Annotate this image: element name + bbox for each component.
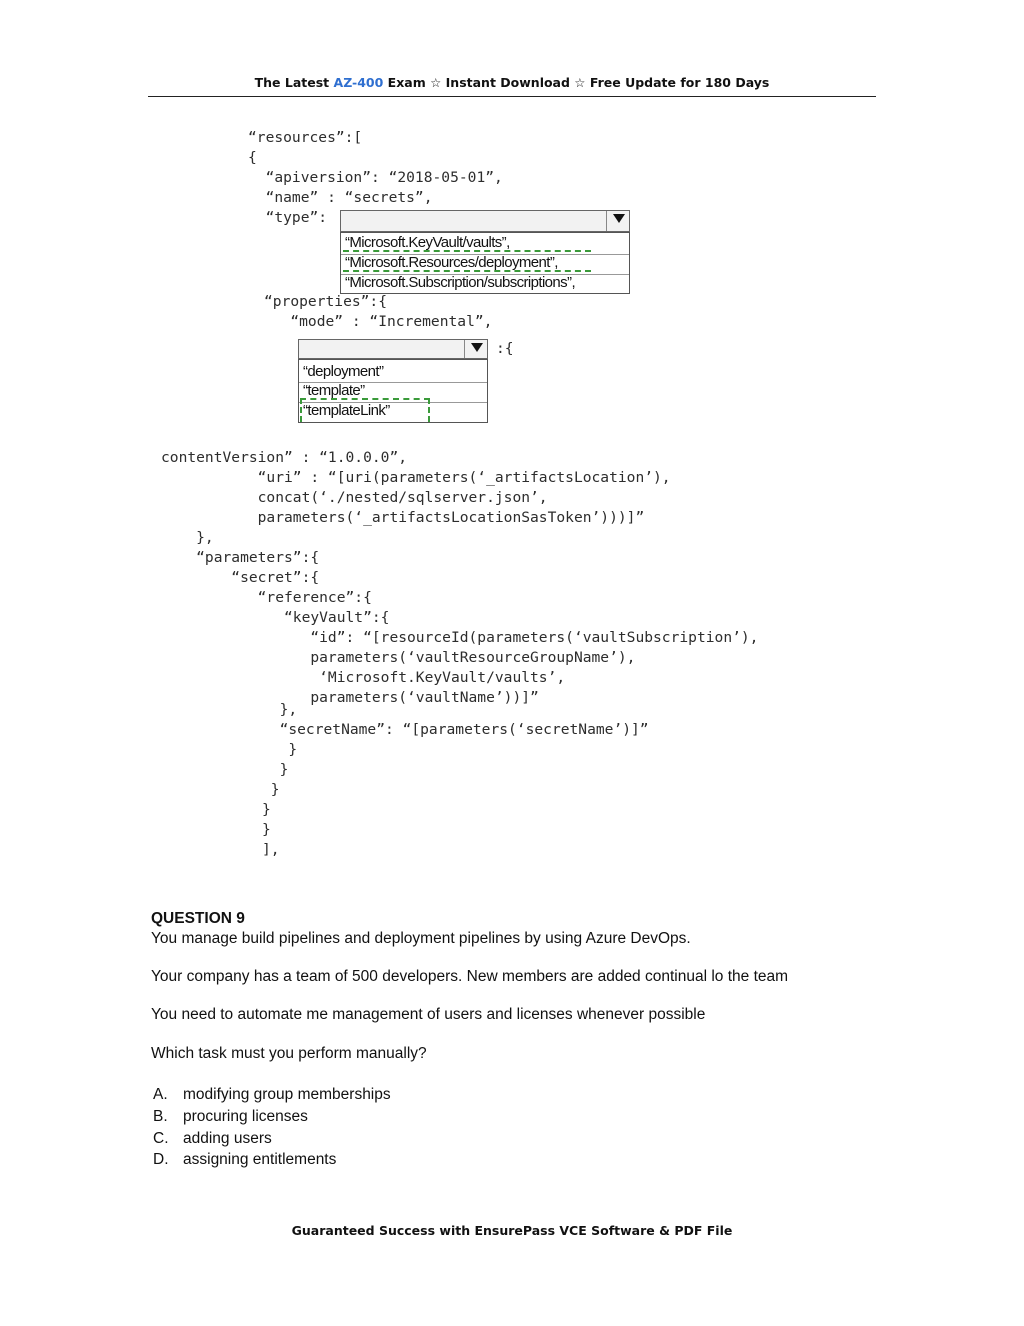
code-contentversion-block: contentVersion” : “1.0.0.0”, “uri” : “[uri(parameters(‘_artifactsLocation’), concat(‘./nested/sqlserver.json’, parameters(‘_artifactsLocationSasToken’)))]” }, “parameters”:{ “secret”:{ “reference”:{ “keyVault”:{ “id”: “[resourceId(parameters(‘vaultSubscription’), parameters(‘vaultResourceGroupName’), ‘Microsoft.KeyVault/vaults’, parameters(‘vaultName’))]”: [161, 449, 759, 706]
property-option-template[interactable]: “template”: [303, 382, 365, 399]
type-option-keyvault[interactable]: “Microsoft.KeyVault/vaults”,: [345, 234, 510, 251]
property-dropdown[interactable]: [298, 339, 488, 359]
question-paragraph: Your company has a team of 500 developers. New members are added continual lo the team: [151, 968, 789, 985]
answer-option-b[interactable]: [153, 1108, 308, 1126]
property-option-templatelink[interactable]: “templateLink”: [303, 402, 390, 419]
type-option-deployment[interactable]: “Microsoft.Resources/deployment”,: [345, 254, 558, 271]
header-suffix: Exam ☆ Instant Download ☆ Free Update for 180 Days: [383, 75, 770, 90]
answer-text: procuring licenses: [183, 1108, 308, 1125]
exam-code: AZ-400: [333, 75, 384, 90]
dropdown-separator: [606, 211, 607, 231]
header-prefix: The Latest: [254, 75, 334, 90]
page-header: [148, 74, 876, 97]
answer-option-d[interactable]: [153, 1151, 336, 1169]
question-title: QUESTION 9: [151, 910, 245, 927]
type-option-subscription[interactable]: “Microsoft.Subscription/subscriptions”,: [345, 274, 576, 291]
question-prompt: Which task must you perform manually?: [151, 1045, 427, 1062]
answer-option-a[interactable]: [153, 1086, 391, 1104]
dropdown-separator: [464, 340, 465, 358]
property-option-deployment[interactable]: “deployment”: [303, 363, 384, 380]
answer-option-c[interactable]: [153, 1130, 272, 1148]
question-paragraph: You manage build pipelines and deployment pipelines by using Azure DevOps.: [151, 930, 691, 947]
code-closing-block: }, “secretName”: “[parameters(‘secretName’)]” } } } } } ],: [262, 701, 649, 858]
answer-letter: C.: [153, 1130, 169, 1147]
answer-highlight: [343, 250, 591, 252]
answer-text: modifying group memberships: [183, 1086, 391, 1103]
answer-text: assigning entitlements: [183, 1151, 337, 1168]
type-dropdown[interactable]: [340, 210, 630, 232]
answer-highlight: [343, 270, 591, 272]
code-resources-block: “resources”:[ { “apiversion”: “2018-05-01”, “name” : “secrets”, “type”:: [248, 129, 503, 226]
answer-highlight: [300, 398, 430, 422]
code-properties-block: “properties”:{ “mode” : “Incremental”,: [264, 293, 493, 330]
code-brace: :{: [496, 340, 514, 357]
chevron-down-icon: [613, 214, 625, 223]
answer-letter: B.: [153, 1108, 168, 1125]
answer-letter: A.: [153, 1086, 168, 1103]
chevron-down-icon: [471, 343, 483, 352]
answer-letter: D.: [153, 1151, 169, 1168]
page-footer: Guaranteed Success with EnsurePass VCE Software & PDF File: [291, 1223, 733, 1238]
answer-text: adding users: [183, 1130, 272, 1147]
type-options-list: [340, 232, 630, 294]
question-paragraph: You need to automate me management of users and licenses whenever possible: [151, 1006, 706, 1023]
